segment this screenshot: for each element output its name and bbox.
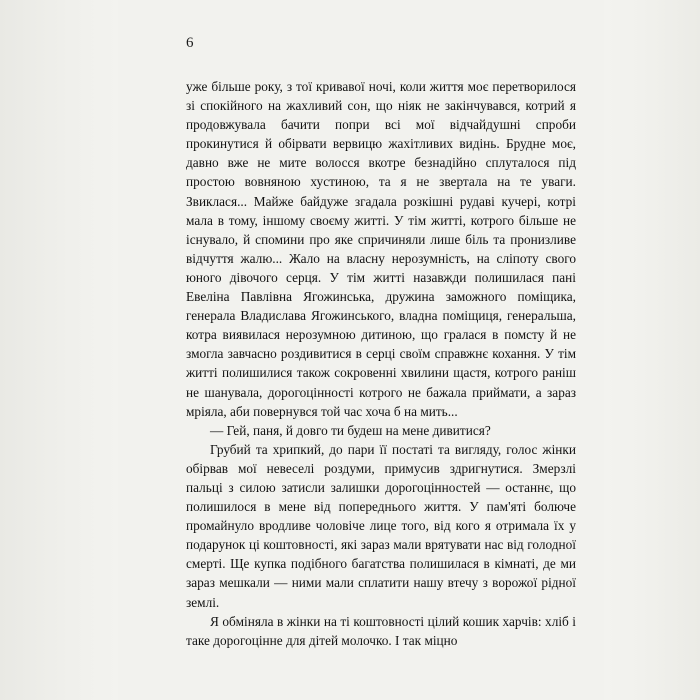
paragraph: уже більше року, з тої кривавої ночі, коли життя моє перетворилося зі спокійного на жахливий сон, що ніяк не закінчувався, котрий я продовжувала бачити попри всі мої відчайдушні спроби прокинутися й обірвати вервицю жахітливих видінь. Брудне моє, давно вже не мите волосся вкотре безнадійно сплуталося під простою вовняною хустиною, та я не звертала на те уваги. Звиклася... Майже байдуже згадала розкішні рудаві кучері, котрі мала в тому, іншому своєму житті. У тім житті, котрого більше не існувало, й спомини про яке спричиняли лише біль та пронизливе відчуття жалю... Жало на власну нерозумність, на сліпоту свого юного дівочого серця. У тім житті назавжди полишилася пані Евеліна Павлівна Ягожинська, дружина заможного поміщика, генерала Владислава Ягожинського, владна поміщиця, генеральша, котра виявилася нерозумною дитиною, що гралася в помсту й не змогла завчасно роздивитися в серці своїм справжнє кохання. У тім житті полишилися також сокровенні хвилини щастя, котрого раніш не шанувала, дорогоцінності котрого не бажала приймати, а зараз мріяла, аби повернувся той час хоча б на мить... bbox=[186, 79, 576, 419]
paragraph: Я обміняла в жінки на ті коштовності цілий кошик харчів: хліб і таке дорогоцінне для дітей молочко. І так міцно bbox=[186, 613, 576, 648]
page-left-margin-shading bbox=[0, 0, 118, 700]
paragraph: — Гей, паня, й довго ти будеш на мене дивитися? bbox=[210, 422, 491, 438]
page-number: 6 bbox=[186, 35, 194, 51]
page-right-margin-shading bbox=[604, 0, 700, 700]
text-column bbox=[186, 36, 576, 650]
paragraph: Грубий та хрипкий, до пари її постаті та вигляду, голос жінки обірвав мої невеселі роздуми, примусив здригнутися. Змерзлі пальці з силою затисли залишки дорогоцінностей — останнє, що полишилося в мене від попереднього життя. У пам'яті болюче промайнуло вродливе чоловіче лице того, від кого я отримала їх у подарунок ці коштовності, які зараз мали врятувати нас від голодної смерті. Ще купка подібного багатства полишилася в кімнаті, де ми зараз мешкали — ними мали сплатити нашу втечу з ворожої рідної землі. bbox=[186, 441, 576, 610]
body-text bbox=[186, 77, 576, 650]
